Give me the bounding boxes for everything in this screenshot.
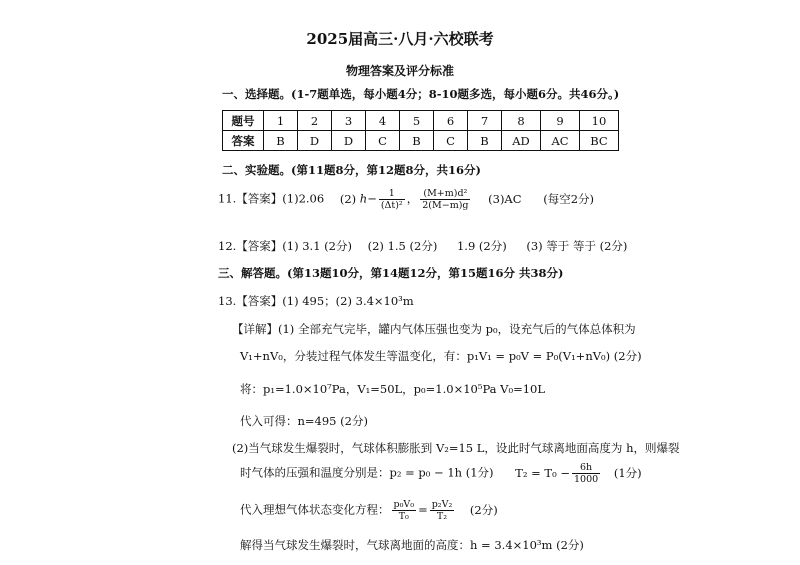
q11-fraction-1 (379, 188, 405, 211)
q12-part2b: 1.9 (2分) (456, 239, 507, 253)
q11-score-note: (每空2分) (543, 191, 594, 206)
q12-part3: (3) 等于 等于 (2分) (526, 239, 628, 253)
q13-detail-line-6 (240, 462, 642, 485)
q11-expr1-lhs: h− (359, 191, 377, 206)
q11-answer-line (218, 188, 594, 211)
answer-table (222, 110, 619, 151)
q13-temperature-fraction (572, 462, 600, 485)
q13-detail-line-3: 将：p₁=1.0×10⁷Pa，V₁=50L，p₀=1.0×10⁵Pa V₀=10L (240, 382, 546, 396)
q13-detail-line-8: 解得当气球发生爆裂时，气球离地面的高度：h = 3.4×10³m (2分) (240, 538, 584, 552)
table-cell: C (434, 131, 468, 151)
row-label-answer: 答案 (223, 131, 264, 151)
fraction-numerator: (M+m)d² (420, 188, 470, 200)
table-cell: B (264, 131, 298, 151)
section-2-heading: 二、实验题。(第11题8分，第12题8分，共16分) (222, 163, 481, 177)
q12-answer-line (218, 238, 627, 254)
q13-pressure-formula: 时气体的压强和温度分别是：p₂ = p₀ − 1h (1分) (240, 465, 494, 480)
q13-detail-line-4: 代入可得：n=495 (2分) (240, 414, 368, 428)
table-cell: B (400, 131, 434, 151)
q13-answer-line: 13.【答案】(1) 495；(2) 3.4×10³m (218, 294, 414, 308)
document-title: 2025届高三·八月·六校联考 (306, 30, 494, 48)
table-cell: 6 (434, 111, 468, 131)
q11-part2-label: (2) (339, 191, 357, 206)
question-number-row (223, 111, 619, 131)
q13-gas-law-fraction-right (430, 499, 455, 522)
fraction-numerator: p₀V₀ (393, 499, 415, 510)
q13-temperature-score: (1分) (613, 465, 642, 480)
section-3-heading: 三、解答题。(第13题10分，第14题12分，第15题16分 共38分) (218, 266, 564, 280)
q13-detail-line-1: 【详解】(1) 全部充气完毕，罐内气体压强也变为 p₀，设充气后的气体总体积为 (232, 322, 636, 336)
fraction-denominator: (Δt)² (380, 200, 403, 211)
fraction-denominator: 2(M−m)g (422, 200, 469, 211)
q13-gas-law-equals: = (418, 502, 428, 517)
fraction-numerator: 1 (379, 188, 405, 200)
q13-gas-law-score: (2分) (469, 502, 498, 517)
table-cell: 4 (366, 111, 400, 131)
document-subtitle: 物理答案及评分标准 (345, 64, 454, 78)
table-cell: 3 (332, 111, 366, 131)
table-cell: C (366, 131, 400, 151)
q13-gas-law-label: 代入理想气体状态变化方程： (240, 502, 390, 517)
answer-row (223, 131, 619, 151)
row-label-question-number: 题号 (223, 111, 264, 131)
q11-prefix: 11.【答案】(1)2.06 (218, 191, 325, 206)
table-cell: 10 (580, 111, 619, 131)
table-cell: 9 (541, 111, 580, 131)
q13-detail-line-5: (2)当气球发生爆裂时，气球体积膨胀到 V₂=15 L，设此时气球离地面高度为 h，则爆裂 (232, 441, 680, 455)
q12-part2: (2) 1.5 (2分) (367, 239, 438, 253)
fraction-numerator: 6h (572, 462, 600, 474)
table-cell: BC (580, 131, 619, 151)
q11-fraction-2 (420, 188, 470, 211)
q12-prefix: 12.【答案】(1) 3.1 (2分) (218, 239, 352, 253)
table-cell: AD (502, 131, 541, 151)
fraction-denominator: T₀ (398, 511, 409, 522)
table-cell: AC (541, 131, 580, 151)
q13-gas-law-fraction-left (392, 499, 417, 522)
table-cell: 7 (468, 111, 502, 131)
fraction-denominator: T₂ (436, 511, 448, 522)
table-cell: 8 (502, 111, 541, 131)
table-cell: 1 (264, 111, 298, 131)
table-cell: D (332, 131, 366, 151)
fraction-denominator: 1000 (573, 474, 599, 485)
table-cell: B (468, 131, 502, 151)
q11-separator: ， (406, 191, 419, 206)
table-cell: D (298, 131, 332, 151)
fraction-numerator: p₂V₂ (431, 499, 453, 510)
section-1-heading: 一、选择题。(1-7题单选，每小题4分；8-10题多选，每小题6分。共46分。) (222, 87, 620, 101)
q13-detail-line-7 (240, 499, 498, 522)
table-cell: 5 (400, 111, 434, 131)
table-cell: 2 (298, 111, 332, 131)
q13-temperature-lhs: T₂ = T₀ − (515, 465, 570, 480)
q13-detail-line-2: V₁+nV₀，分装过程气体发生等温变化，有：p₁V₁ = p₀V = P₀(V₁+nV₀) (2分) (240, 349, 642, 363)
q11-part3: (3)AC (488, 191, 522, 206)
